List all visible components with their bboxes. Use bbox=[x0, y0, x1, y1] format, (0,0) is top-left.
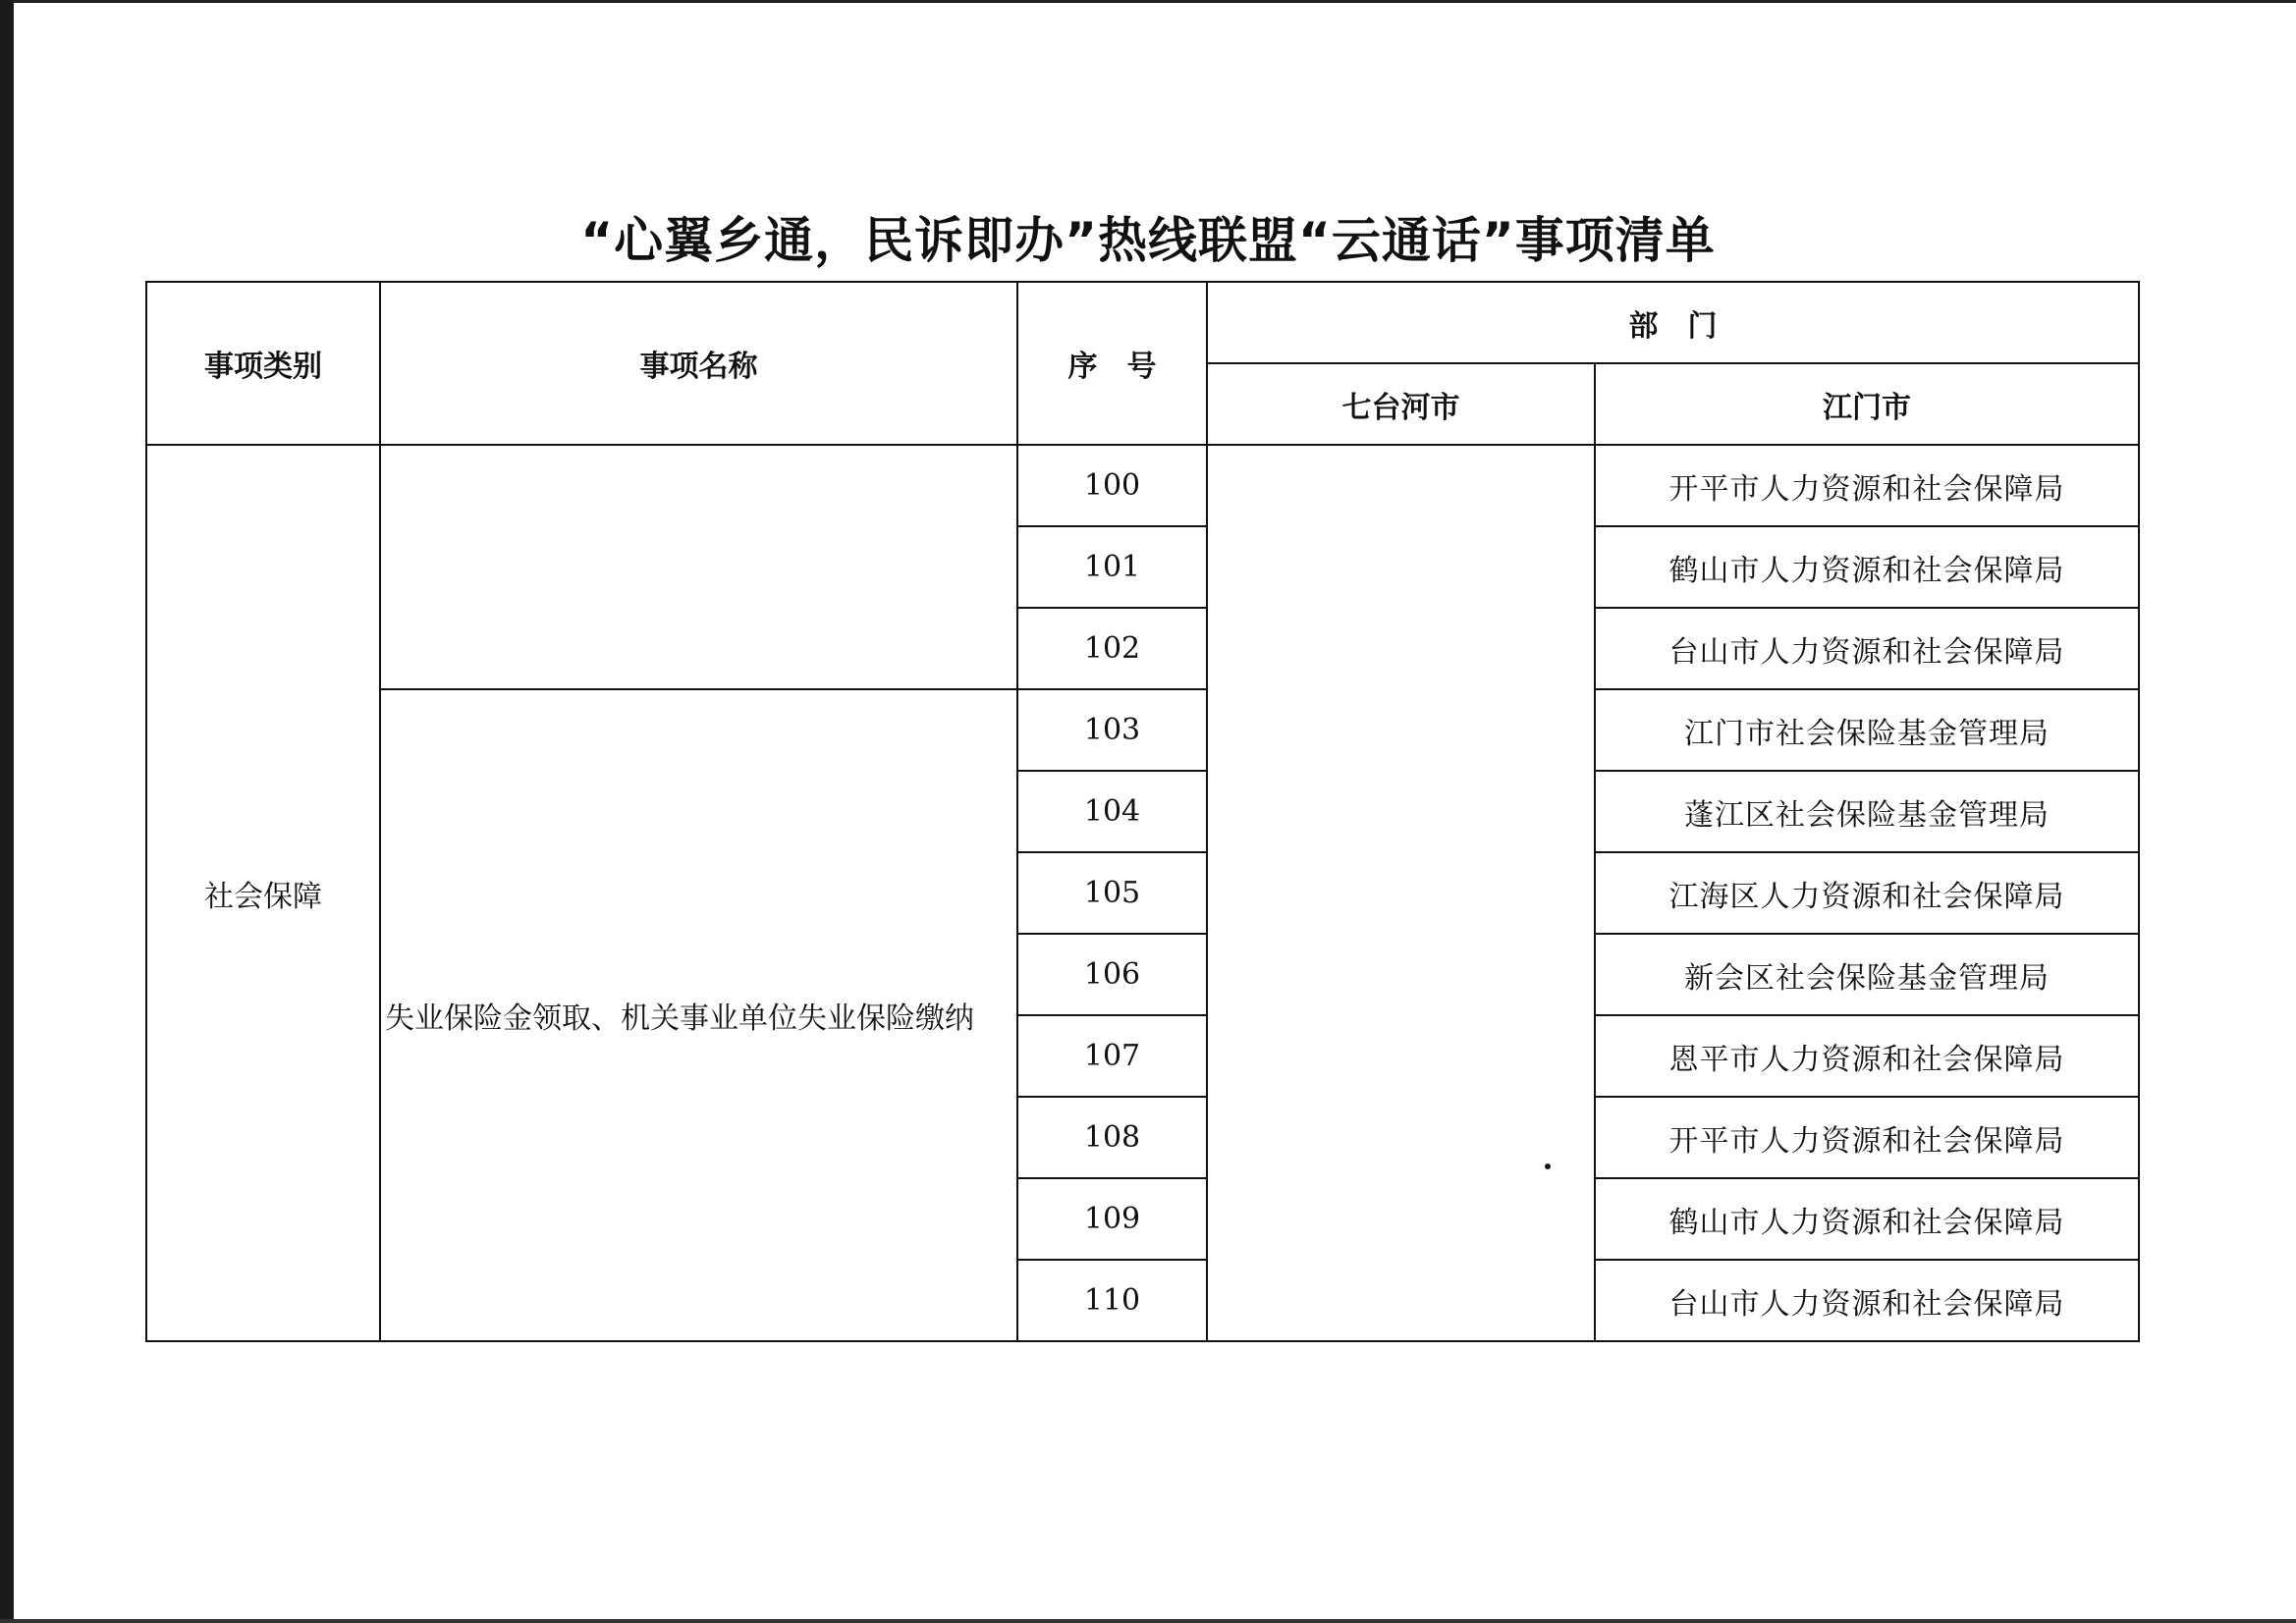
dept-cell: 开平市人力资源和社会保障局 bbox=[1595, 445, 2139, 526]
header-city-b: 江门市 bbox=[1595, 363, 2139, 445]
scan-speck bbox=[1545, 1163, 1551, 1169]
seq-cell: 109 bbox=[1017, 1178, 1207, 1260]
scan-edge-bottom bbox=[0, 1619, 2296, 1623]
dept-cell: 江门市社会保险基金管理局 bbox=[1595, 689, 2139, 771]
header-category: 事项类别 bbox=[146, 282, 380, 445]
seq-cell: 108 bbox=[1017, 1097, 1207, 1178]
seq-cell: 103 bbox=[1017, 689, 1207, 771]
seq-cell: 105 bbox=[1017, 852, 1207, 934]
scan-edge-top bbox=[0, 0, 2296, 3]
table-row bbox=[146, 445, 2139, 526]
dept-cell: 蓬江区社会保险基金管理局 bbox=[1595, 771, 2139, 852]
dept-cell: 开平市人力资源和社会保障局 bbox=[1595, 1097, 2139, 1178]
seq-cell: 101 bbox=[1017, 526, 1207, 608]
header-row-1 bbox=[146, 282, 2139, 363]
dept-cell: 新会区社会保险基金管理局 bbox=[1595, 934, 2139, 1015]
header-city-a: 七台河市 bbox=[1207, 363, 1595, 445]
header-department: 部 门 bbox=[1207, 282, 2139, 363]
name-cell-blank bbox=[380, 445, 1017, 689]
seq-cell: 104 bbox=[1017, 771, 1207, 852]
name-cell: 失业保险金领取、机关事业单位失业保险缴纳 bbox=[380, 689, 1017, 1341]
dept-cell: 恩平市人力资源和社会保障局 bbox=[1595, 1015, 2139, 1097]
header-seq: 序 号 bbox=[1017, 282, 1207, 445]
category-cell: 社会保障 bbox=[146, 445, 380, 1341]
seq-cell: 110 bbox=[1017, 1260, 1207, 1341]
matters-table bbox=[145, 281, 2140, 1342]
dept-cell: 台山市人力资源和社会保障局 bbox=[1595, 1260, 2139, 1341]
dept-cell: 鹤山市人力资源和社会保障局 bbox=[1595, 1178, 2139, 1260]
dept-cell: 鹤山市人力资源和社会保障局 bbox=[1595, 526, 2139, 608]
seq-cell: 106 bbox=[1017, 934, 1207, 1015]
header-name: 事项名称 bbox=[380, 282, 1017, 445]
document-title: “心翼乡通，民诉即办”热线联盟“云通话”事项清单 bbox=[580, 212, 1716, 269]
table-row bbox=[146, 689, 2139, 771]
seq-cell: 107 bbox=[1017, 1015, 1207, 1097]
seq-cell: 102 bbox=[1017, 608, 1207, 689]
city-a-cell-blank bbox=[1207, 445, 1595, 1341]
dept-cell: 台山市人力资源和社会保障局 bbox=[1595, 608, 2139, 689]
dept-cell: 江海区人力资源和社会保障局 bbox=[1595, 852, 2139, 934]
seq-cell: 100 bbox=[1017, 445, 1207, 526]
